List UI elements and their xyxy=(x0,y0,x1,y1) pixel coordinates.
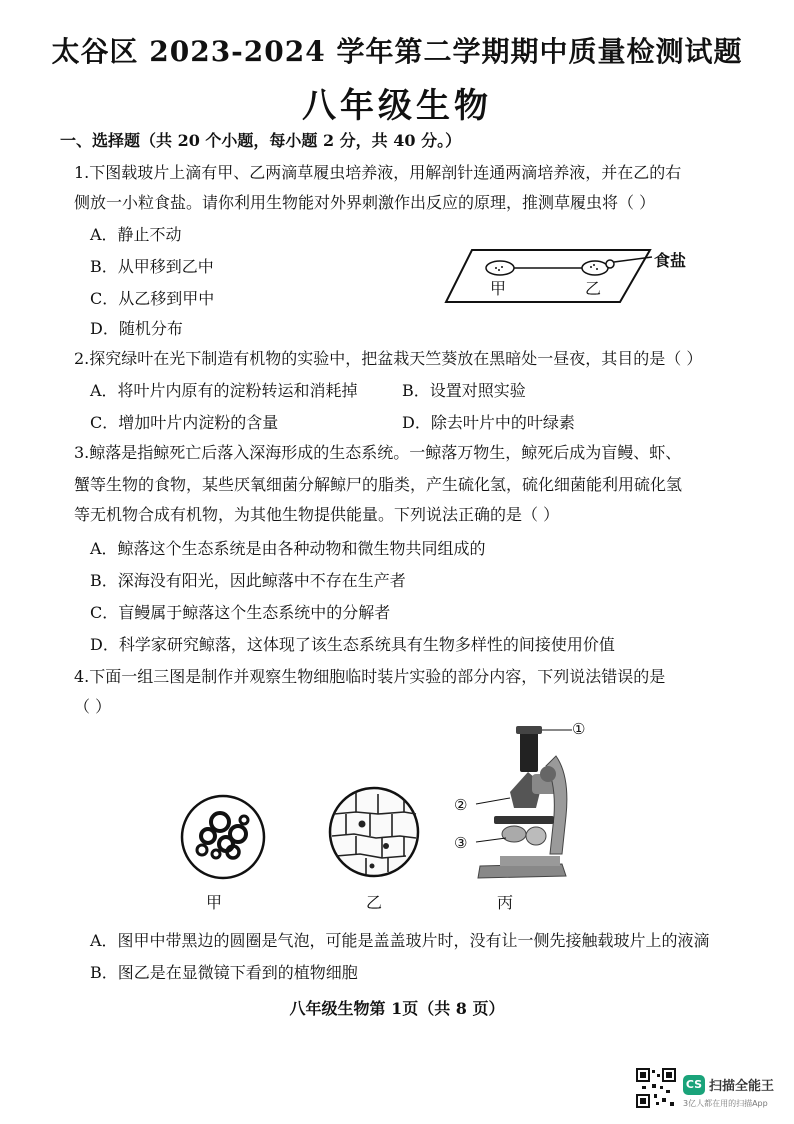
microscope-mark-2: ② xyxy=(454,796,468,814)
figure-bing-microscope xyxy=(470,716,610,888)
q3-option-d: D．科学家研究鲸落，这体现了该生态系统具有生物多样性的间接使用价值 xyxy=(90,635,615,654)
camscanner-logo: CS xyxy=(683,1075,705,1095)
q4-option-a: A．图甲中带黑边的圆圈是气泡，可能是盖盖玻片时，没有让一侧先接触载玻片上的液滴 xyxy=(90,931,710,950)
drop-b xyxy=(582,261,608,275)
figure-yi-cells xyxy=(326,784,422,880)
salt-grain xyxy=(606,260,614,268)
q1-line1: 1.下图载玻片上滴有甲、乙两滴草履虫培养液，用解剖针连通两滴培养液，并在乙的右 xyxy=(74,163,682,182)
slide-label-a: 甲 xyxy=(490,279,507,298)
q1-option-c: C．从乙移到甲中 xyxy=(90,289,215,308)
page-footer: 八年级生物第 1页（共 8 页） xyxy=(289,999,505,1018)
slide-label-salt: 食盐 xyxy=(654,251,687,270)
q4-line2: （ ） xyxy=(74,697,112,716)
q2-line1: 2.探究绿叶在光下制造有机物的实验中，把盆栽天竺葵放在黑暗处一昼夜，其目的是（ ） xyxy=(74,349,703,368)
scanner-app-tagline: 3亿人都在用的扫描App xyxy=(683,1099,768,1108)
q3-option-c: C．盲鳗属于鲸落这个生态系统中的分解者 xyxy=(90,603,391,622)
q1-line2: 侧放一小粒食盐。请你利用生物能对外界刺激作出反应的原理，推测草履虫将（ ） xyxy=(74,193,656,212)
q3-option-b: B．深海没有阳光，因此鲸落中不存在生产者 xyxy=(90,571,406,590)
microscope-mark-1: ① xyxy=(572,720,586,738)
q3-line1: 3.鲸落是指鲸死亡后落入深海形成的生态系统。一鲸落万物生，鲸死后成为盲鳗、虾、 xyxy=(74,443,682,462)
figure-jia-bubbles xyxy=(178,792,268,882)
figure-label-jia: 甲 xyxy=(206,893,223,912)
exam-title: 太谷区 2023-2024 学年第二学期期中质量检测试题 xyxy=(51,35,743,68)
q1-option-a: A．静止不动 xyxy=(90,225,182,244)
q2-option-a: A．将叶片内原有的淀粉转运和消耗掉 xyxy=(90,381,358,400)
qr-code-icon xyxy=(636,1068,676,1108)
section-heading: 一、选择题（共 20 个小题，每小题 2 分，共 40 分。） xyxy=(60,131,462,150)
q4-line1: 4.下面一组三图是制作并观察生物细胞临时装片实验的部分内容，下列说法错误的是 xyxy=(74,667,666,686)
q1-option-b: B．从甲移到乙中 xyxy=(90,257,214,276)
q3-line2: 蟹等生物的食物，某些厌氧细菌分解鲸尸的脂类，产生硫化氢，硫化细菌能利用硫化氢 xyxy=(74,475,683,494)
q2-option-b: B．设置对照实验 xyxy=(402,381,526,400)
q3-option-a: A．鲸落这个生态系统是由各种动物和微生物共同组成的 xyxy=(90,539,486,558)
slide-label-b: 乙 xyxy=(585,279,602,298)
q2-option-d: D．除去叶片中的叶绿素 xyxy=(402,413,575,432)
salt-pointer xyxy=(614,257,652,262)
figure-label-bing: 丙 xyxy=(497,893,514,912)
drop-a xyxy=(486,261,514,275)
q4-option-b: B．图乙是在显微镜下看到的植物细胞 xyxy=(90,963,358,982)
q1-option-d: D．随机分布 xyxy=(90,319,183,338)
q2-option-c: C．增加叶片内淀粉的含量 xyxy=(90,413,279,432)
glass-slide xyxy=(446,250,650,302)
q3-line3: 等无机物合成有机物，为其他生物提供能量。下列说法正确的是（ ） xyxy=(74,505,560,524)
figure-label-yi: 乙 xyxy=(366,893,383,912)
scanner-app-name: 扫描全能王 xyxy=(709,1079,775,1094)
microscope-mark-3: ③ xyxy=(454,834,468,852)
exam-subtitle: 八年级生物 xyxy=(302,86,492,126)
